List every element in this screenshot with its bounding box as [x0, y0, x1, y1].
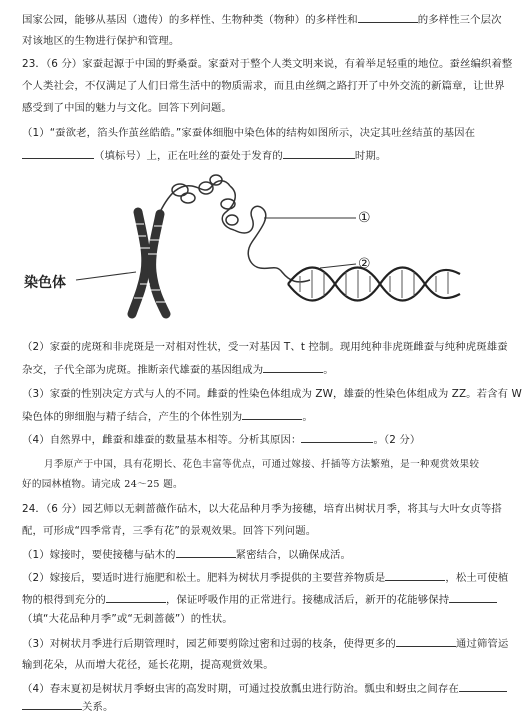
text-line: 配，可形成“四季常青，三季有花”的景观效果。回答下列问题。	[22, 525, 317, 537]
answer-blank[interactable]	[358, 12, 418, 23]
text-line: 对该地区的生物进行保护和管理。	[22, 35, 180, 47]
intro-text-cont: 好的园林植物。请完成 24～25 题。	[22, 479, 183, 490]
answer-blank[interactable]	[385, 570, 445, 581]
text-line: 杂交，子代全部为虎斑。推断亲代雄蚕的基因组成为 。	[22, 364, 334, 376]
answer-blank[interactable]	[449, 592, 497, 603]
intro-text: 月季原产于中国，具有花期长、花色丰富等优点，可通过嫁接、扦插等方法繁殖，是一种观赏效果较	[44, 459, 480, 470]
marker-1-label: ①	[358, 210, 371, 226]
answer-blank[interactable]	[242, 409, 302, 420]
answer-blank[interactable]	[396, 636, 456, 647]
q24-part3: （3）对树状月季进行后期管理时，园艺师要剪除过密和过弱的枝条，使得更多的 通过筛管运	[22, 638, 509, 650]
answer-blank[interactable]	[301, 432, 373, 443]
text-line: 国家公园，能够从基因（遗传）的多样性、生物种类（物种）的多样性和 的多样性三个层次	[22, 14, 502, 26]
answer-blank[interactable]	[263, 362, 323, 373]
q24-part4: （4）春末夏初是树状月季蚜虫害的高发时期，可通过投放瓢虫进行防治。瓢虫和蚜虫之间存在	[22, 681, 488, 696]
chromosome-figure	[20, 172, 490, 322]
question-24-title: 24．（6 分）园艺师以无刺蔷薇作砧木，以大花品种月季为接穗，培育出树状月季，将其与大叶女贞等搭	[22, 503, 502, 515]
answer-blank[interactable]	[22, 699, 82, 710]
q24-part2: （2）嫁接后，要适时进行施肥和松土。肥料为树状月季提供的主要营养物质是 ，松土可使植	[22, 572, 509, 584]
text-line: （填“大花品种月季”或“无刺蔷薇”）的性状。	[22, 613, 233, 625]
chromosome-icon	[132, 212, 166, 314]
q23-part4: （4）自然界中，雌蚕和雄蚕的数量基本相等。分析其原因： 。（2 分）	[22, 434, 421, 446]
answer-blank[interactable]	[283, 148, 355, 159]
q23-part1-cont: （填标号）上，正在吐丝的蚕处于发育的 时期。	[22, 148, 488, 163]
answer-blank[interactable]	[22, 148, 94, 159]
marker-2-label: ②	[358, 256, 371, 272]
text-line: 个人类社会，不仅满足了人们日常生活中的物质需求，而且由丝绸之路打开了中外交流的新篇章，让世界	[22, 80, 505, 92]
chromosome-label: 染色体	[24, 275, 66, 291]
text-line: 染色体的卵细胞与精子结合，产生的个体性别为 。	[22, 411, 313, 423]
q23-part1: （1）“蚕欲老，箔头作茧丝皓皓。”家蚕体细胞中染色体的结构如图所示，决定其吐丝结茧的基因在	[22, 127, 476, 139]
text-line: 感受到了中国的魅力与文化。回答下列问题。	[22, 102, 232, 114]
question-23-title: 23．（6 分）家蚕起源于中国的野桑蚕。家蚕对于整个人类文明来说，有着举足轻重的地位。蚕丝编织着整	[22, 58, 513, 70]
answer-blank[interactable]	[176, 547, 236, 558]
text-line: 输到花朵，从而增大花径，延长花期，提高观赏效果。	[22, 659, 274, 671]
q24-part1: （1）嫁接时，要使接穗与砧木的 紧密结合，以确保成活。	[22, 549, 351, 561]
q23-part3: （3）家蚕的性别决定方式与人的不同。雌蚕的性染色体组成为 ZW，雄蚕的性染色体组成为 ZZ。若含有 W	[22, 388, 522, 400]
text-line: 关系。	[22, 699, 488, 714]
answer-blank[interactable]	[106, 592, 166, 603]
answer-blank[interactable]	[459, 681, 507, 692]
text-line: 物的根得到充分的 ，保证呼吸作用的正常进行。接穗成活后，新开的花能够保持	[22, 592, 488, 607]
q23-part2: （2）家蚕的虎斑和非虎斑是一对相对性状，受一对基因 T、t 控制。现用纯种非虎斑雌蚕与纯种虎斑雄蚕	[22, 341, 508, 353]
